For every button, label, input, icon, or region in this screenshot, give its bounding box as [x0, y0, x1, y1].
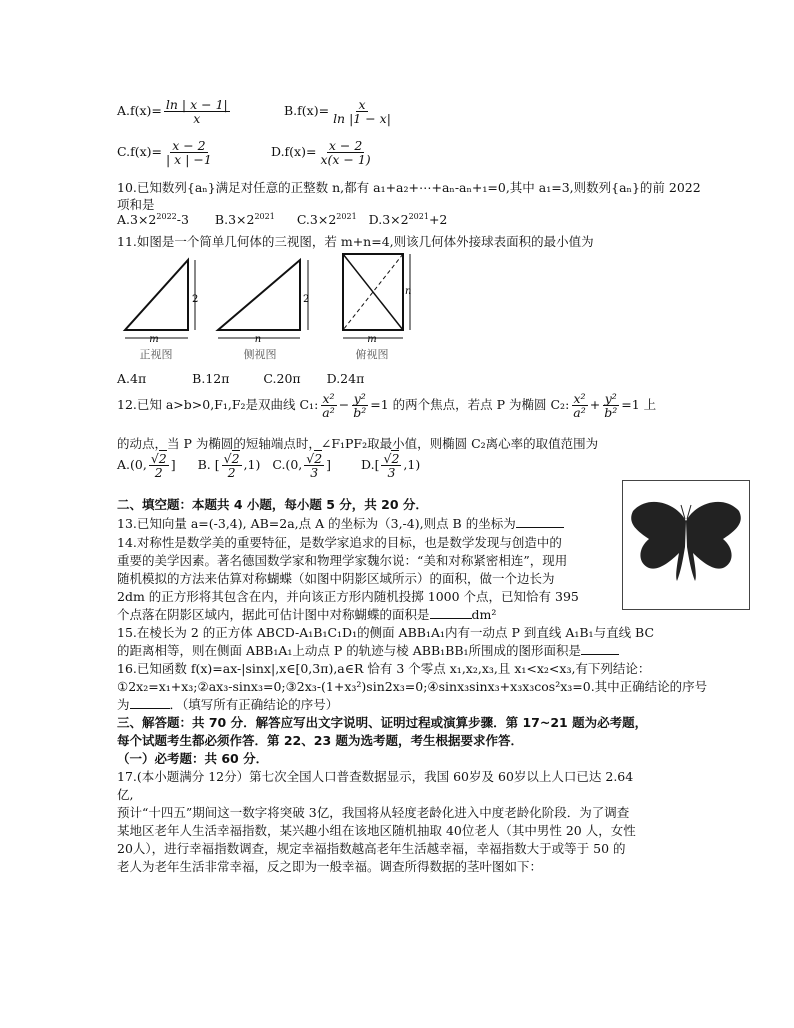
q13: 13.已知向量 a=(-3,4), AB=2a,点 A 的坐标为（3,-4),则点 B 的坐标为: [117, 514, 564, 532]
option-d: D.[ $\frac{√2}{3}$ ,1): [361, 451, 421, 481]
q17-line5: 20人），进行幸福指数调查，规定幸福指数越高老年生活越幸福，幸福指数大于或等于 50 的: [117, 841, 626, 856]
option-d: $D.3\times 2^{2021}+2$: [368, 212, 448, 228]
q14-line3: 随机模拟的方法来估算对称蝴蝶（如图中阴影区域所示）的面积，做一个边长为: [117, 571, 555, 586]
dim-2-side: 2: [303, 294, 310, 305]
top-view-label: 俯视图: [355, 348, 389, 361]
dim-n-side: n: [254, 334, 262, 345]
q12-stem-cont: 的动点，当 P 为椭圆的短轴端点时，∠F₁PF₂取最小值，则椭圆 C₂离心率的取值范围为: [117, 436, 599, 451]
dim-m-top: m: [367, 334, 377, 345]
numerator: x − 2: [328, 138, 363, 153]
q14-line2: 重要的美学因素。著名德国数学家和物理学家魏尔说：“美和对称紧密相连”，现用: [117, 553, 568, 568]
fraction: $\frac{\text{y²}}{\text{b²}}$: [604, 391, 618, 421]
q16-line1: 16.已知函数 f(x)=ax-|sinx|,x∈[0,3π),a∈R 恰有 3 个零点 x₁,x₂,x₃,且 x₁<x₂<x₃,有下列结论：: [117, 661, 651, 676]
q17-line4: 某地区老年人生活幸福指数，某兴趣小组在该地区随机抽取 40位老人（其中男性 20 人，女性: [117, 823, 636, 838]
option-a: A.(0, $\frac{√2}{2}$ ]: [117, 451, 176, 481]
q10-options: [117, 212, 447, 227]
q12-text: 12.已知 a>b>0,F₁,F₂是双曲线 C₁:: [117, 397, 319, 413]
fraction: [331, 98, 393, 125]
side-view-label: 侧视图: [243, 348, 277, 361]
dim-2-front: 2: [192, 294, 199, 305]
option-c: C.(0, $\frac{√2}{3}$ ]: [272, 451, 332, 481]
q12-text: =1 的两个焦点，若点 P 为椭圆 C₂:: [370, 397, 570, 413]
q17-line3: 预计“十四五”期间这一数字将突破 3亿，我国将从轻度老龄化进入中度老龄化阶段．为了调查: [117, 805, 630, 820]
numerator: x: [358, 97, 366, 112]
numerator: x − 2: [172, 138, 206, 153]
q10-stem-cont: 项和是: [117, 197, 155, 212]
butterfly-icon: [623, 481, 749, 609]
option-a: $A.3\times 2^{2022}-3$: [117, 212, 189, 228]
q11-stem: 11.如图是一个简单几何体的三视图，若 m+n=4,则该几何体外接球表面积的最小值为: [117, 234, 594, 249]
fraction: $\frac{\text{y²}}{\text{b²}}$: [353, 391, 367, 421]
dim-n-top: n: [405, 286, 412, 297]
q11-options: [117, 371, 364, 386]
section3-title-cont: 每个试题考生都必须作答．第 22、23 题为选考题，考生根据要求作答．: [117, 733, 523, 748]
section2-title: 二、填空题：本题共 4 小题，每小题 5 分，共 20 分．: [117, 497, 428, 512]
side-view: [218, 260, 308, 338]
fraction: [164, 98, 230, 125]
q14-line1: 14.对称性是数学美的重要特征，是数学家追求的目标，也是数学发现与创造中的: [117, 535, 562, 550]
three-view-figure: [120, 252, 420, 364]
q15-line2: 的距离相等，则在侧面 ABB₁A₁上动点 P 的轨迹与棱 ABB₁BB₁所围成的图形面积是: [117, 641, 619, 659]
denominator: x(x − 1): [320, 152, 371, 168]
q10-stem: 10.已知数列{aₙ}满足对任意的正整数 n,都有 a₁+a₂+⋯+aₙ-aₙ+₁=0,其中 a₁=3,则数列{aₙ}的前 2022: [117, 180, 701, 195]
option-c: $C.3\times 2^{2021}$: [296, 212, 357, 228]
option-b: $B.3\times 2^{2021}$: [214, 212, 275, 228]
q9-option-a: [117, 98, 232, 125]
q9-option-c: [117, 139, 216, 166]
option-b: B.12π: [192, 371, 230, 386]
numerator: ln | x − 1|: [165, 97, 228, 112]
q12-stem: 12.已知 a>b>0,F₁,F₂是双曲线 C₁: $\frac{\text{x²}}{\text{a²}}$ − $\frac{\text{y²}}{\text{b²}}$ =1 的两个焦点，若点 P 为椭圆 C₂: $\frac{\text{x²}}{\text{a²}}$ + $\frac{\text{y²}}{\text{b²}}$ =1 上: [117, 391, 657, 421]
option-c: C.20π: [263, 371, 301, 386]
option-label: B.f(x)=: [284, 103, 330, 119]
q9-option-d: [271, 139, 375, 166]
option-label: D.f(x)=: [271, 144, 317, 160]
denominator: | x | −1: [166, 152, 212, 168]
fraction: $\frac{\text{x²}}{\text{a²}}$: [322, 391, 335, 421]
butterfly-figure: [622, 480, 750, 610]
fraction: [164, 139, 214, 166]
fraction: [318, 139, 372, 166]
denominator: x: [193, 111, 201, 127]
q17-line6: 老人为老年生活非常幸福，反之即为一般幸福。调查所得数据的茎叶图如下：: [117, 859, 543, 874]
q16-line2: ①2x₂=x₁+x₃;②ax₃-sinx₃=0;③2x₃-(1+x₃²)sin2x₃=0;④sinx₃sinx₃+x₃x₃cos²x₃=0.其中正确结论的序号: [117, 679, 708, 694]
dim-m-front: m: [149, 334, 159, 345]
q14-line4: 2dm 的正方形将其包含在内，并向该正方形内随机投掷 1000 个点，已知恰有 395: [117, 589, 579, 604]
option-label: C.f(x)=: [117, 144, 162, 160]
option-d: D.24π: [326, 371, 365, 386]
q12-text: =1 上: [621, 397, 657, 413]
denominator: ln |1 − x|: [333, 111, 391, 127]
front-view-label: 正视图: [139, 348, 173, 361]
q9-option-b: [284, 98, 395, 125]
q16-line3: 为 ．（填写所有正确结论的序号）: [117, 697, 339, 712]
fraction: $\frac{\text{x²}}{\text{a²}}$: [573, 391, 586, 421]
top-view: [343, 254, 410, 338]
section3-title: 三、解答题：共 70 分．解答应写出文字说明、证明过程或演算步骤．第 17~21 题为必考题，: [117, 715, 648, 730]
q17-line1: 17.(本小题满分 12分）第七次全国人口普查数据显示，我国 60岁及 60岁以上人口已达 2.64: [117, 769, 634, 784]
front-view: [125, 260, 195, 338]
q12-options: [117, 452, 420, 479]
q15-line1: 15.在棱长为 2 的正方体 ABCD-A₁B₁C₁D₁的侧面 ABB₁A₁内有一动点 P 到直线 A₁B₁与直线 BC: [117, 625, 655, 640]
option-label: A.f(x)=: [117, 103, 162, 119]
q14-line5: 个点落在阴影区域内，据此可估计图中对称蝴蝶的面积是 dm²: [117, 607, 497, 622]
q17-line2: 亿,: [117, 787, 134, 802]
option-b: B. [ $\frac{√2}{2}$ ,1): [197, 451, 261, 481]
option-a: A.4π: [117, 371, 147, 386]
section3-subtitle: （一）必考题：共 60 分．: [117, 751, 269, 766]
